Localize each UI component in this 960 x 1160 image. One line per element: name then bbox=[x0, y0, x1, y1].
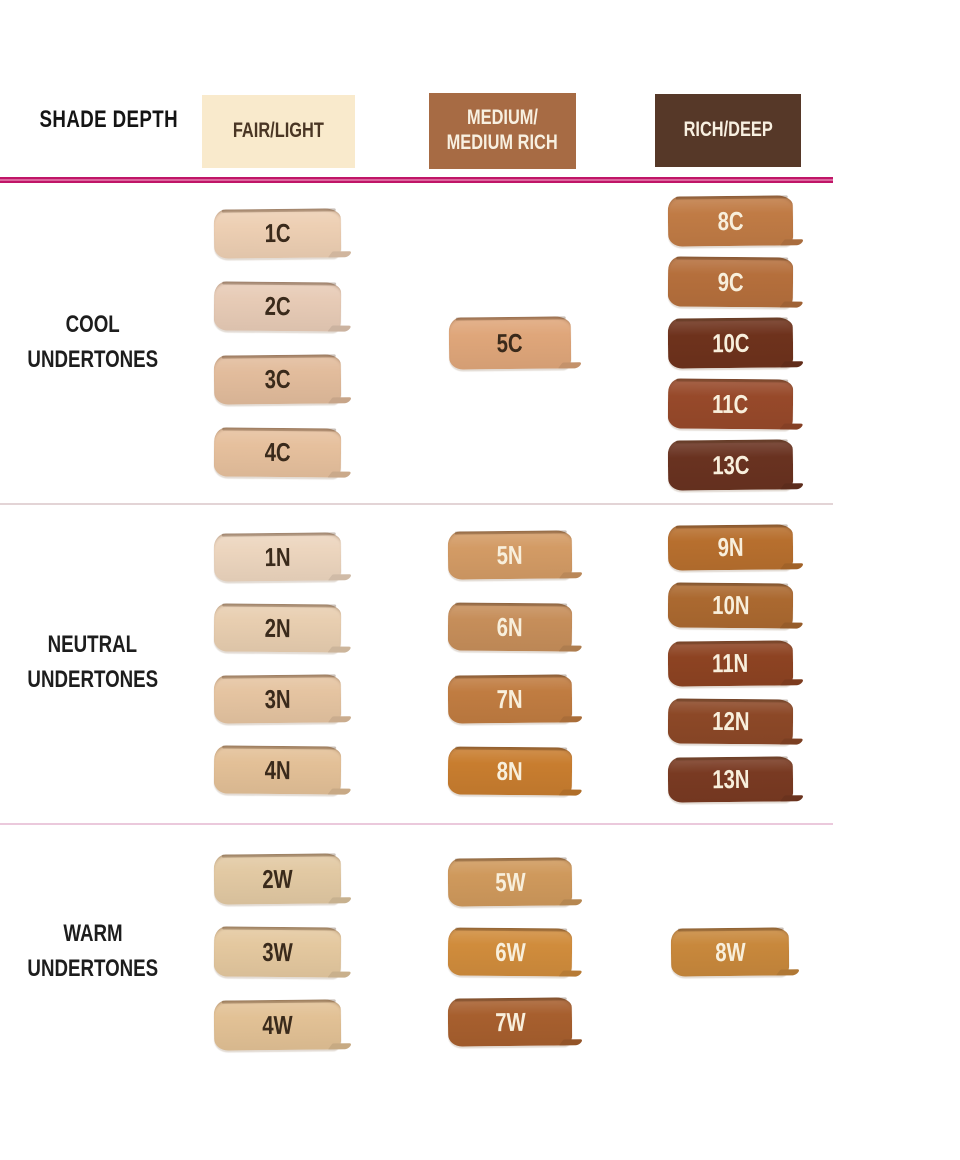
swatch-9c bbox=[667, 256, 792, 307]
section-label-warm-undertones bbox=[0, 823, 185, 1081]
column-fair-light bbox=[197, 823, 357, 1081]
shade-code-11c: 11C bbox=[711, 388, 749, 419]
swatch-2w bbox=[213, 853, 341, 904]
swatch-4n bbox=[213, 745, 340, 794]
shade-depth-label bbox=[20, 106, 180, 134]
column-medium bbox=[430, 183, 590, 503]
swatch-3w bbox=[213, 926, 340, 977]
section-label-cool-undertones bbox=[0, 183, 185, 503]
swatch-2n bbox=[213, 603, 340, 652]
column-medium bbox=[430, 503, 590, 823]
shade-code-2n: 2N bbox=[263, 611, 291, 643]
shade-code-9n: 9N bbox=[716, 531, 744, 562]
section-label-line: UNDERTONES bbox=[27, 346, 158, 373]
swatch-13n bbox=[667, 756, 792, 802]
shade-code-4n: 4N bbox=[263, 753, 291, 785]
swatch-1c bbox=[213, 208, 341, 258]
shade-code-6n: 6N bbox=[496, 611, 524, 642]
section-cool-undertones bbox=[0, 183, 860, 503]
shade-code-10n: 10N bbox=[711, 589, 749, 620]
shade-code-8w: 8W bbox=[714, 936, 746, 967]
shade-code-9c: 9C bbox=[716, 266, 744, 297]
shade-code-8n: 8N bbox=[496, 755, 524, 786]
column-medium bbox=[430, 823, 590, 1081]
swatch-5w bbox=[448, 857, 572, 906]
swatch-4w bbox=[213, 999, 341, 1050]
swatch-8w bbox=[671, 927, 789, 976]
header-column-rich-deep bbox=[655, 94, 801, 167]
shade-code-2w: 2W bbox=[261, 863, 293, 894]
shade-code-13c: 13C bbox=[711, 449, 749, 480]
swatch-12n bbox=[667, 698, 792, 744]
swatch-6n bbox=[448, 602, 572, 651]
swatch-5n bbox=[448, 530, 572, 579]
swatch-3n bbox=[213, 674, 340, 723]
header-column-fair-light bbox=[202, 95, 355, 168]
swatch-10c bbox=[667, 317, 793, 368]
section-label-line: UNDERTONES bbox=[27, 955, 158, 982]
swatch-4c bbox=[213, 427, 340, 477]
swatch-10n bbox=[667, 582, 792, 628]
section-label-line: UNDERTONES bbox=[27, 666, 158, 693]
section-neutral-undertones bbox=[0, 503, 860, 823]
shade-code-13n: 13N bbox=[711, 763, 749, 794]
section-warm-undertones bbox=[0, 823, 860, 1081]
section-label-line: COOL bbox=[65, 311, 120, 339]
sections-container bbox=[0, 183, 960, 1081]
swatch-11c bbox=[667, 378, 792, 429]
shade-code-1n: 1N bbox=[263, 540, 291, 572]
swatch-2c bbox=[213, 281, 340, 331]
section-label-line: WARM bbox=[62, 920, 123, 948]
swatch-3c bbox=[213, 354, 341, 404]
shade-code-1c: 1C bbox=[263, 217, 291, 249]
shade-code-10c: 10C bbox=[711, 327, 749, 358]
swatch-5c bbox=[449, 316, 572, 369]
header-column-label: MEDIUM/ bbox=[467, 106, 538, 130]
shade-code-3w: 3W bbox=[261, 936, 293, 967]
header-column-label: MEDIUM RICH bbox=[446, 131, 559, 154]
shade-code-5n: 5N bbox=[496, 539, 524, 570]
column-fair-light bbox=[197, 183, 357, 503]
swatch-7w bbox=[448, 997, 572, 1046]
swatch-8n bbox=[448, 746, 572, 795]
shade-depth-text: SHADE DEPTH bbox=[39, 106, 179, 133]
swatch-11n bbox=[667, 640, 792, 686]
swatch-1n bbox=[213, 532, 340, 581]
shade-code-8c: 8C bbox=[716, 205, 744, 236]
shade-code-5w: 5W bbox=[494, 866, 526, 897]
shade-code-3c: 3C bbox=[263, 363, 291, 395]
swatch-13c bbox=[667, 439, 793, 490]
shade-code-3n: 3N bbox=[263, 682, 291, 714]
section-label-neutral-undertones bbox=[0, 503, 185, 823]
column-rich-deep bbox=[650, 183, 810, 503]
header-column-label: RICH/DEEP bbox=[683, 118, 773, 142]
swatch-8c bbox=[667, 195, 793, 246]
shade-code-12n: 12N bbox=[711, 705, 749, 736]
shade-code-2c: 2C bbox=[263, 290, 291, 322]
shade-code-11n: 11N bbox=[711, 647, 749, 678]
section-label-line: NEUTRAL bbox=[47, 631, 138, 659]
shade-code-7w: 7W bbox=[494, 1006, 526, 1037]
shade-code-5c: 5C bbox=[496, 327, 524, 358]
swatch-6w bbox=[448, 927, 572, 976]
column-rich-deep bbox=[650, 823, 810, 1081]
column-fair-light bbox=[197, 503, 357, 823]
chart-header bbox=[0, 0, 960, 177]
column-rich-deep bbox=[650, 503, 810, 823]
shade-code-7n: 7N bbox=[496, 683, 524, 714]
header-column-medium-medium-rich bbox=[429, 93, 576, 169]
shade-code-6w: 6W bbox=[494, 936, 526, 967]
header-column-label: FAIR/LIGHT bbox=[232, 119, 324, 143]
shade-code-4c: 4C bbox=[263, 436, 291, 468]
swatch-9n bbox=[667, 524, 792, 570]
swatch-7n bbox=[448, 674, 572, 723]
shade-code-4w: 4W bbox=[261, 1009, 293, 1040]
